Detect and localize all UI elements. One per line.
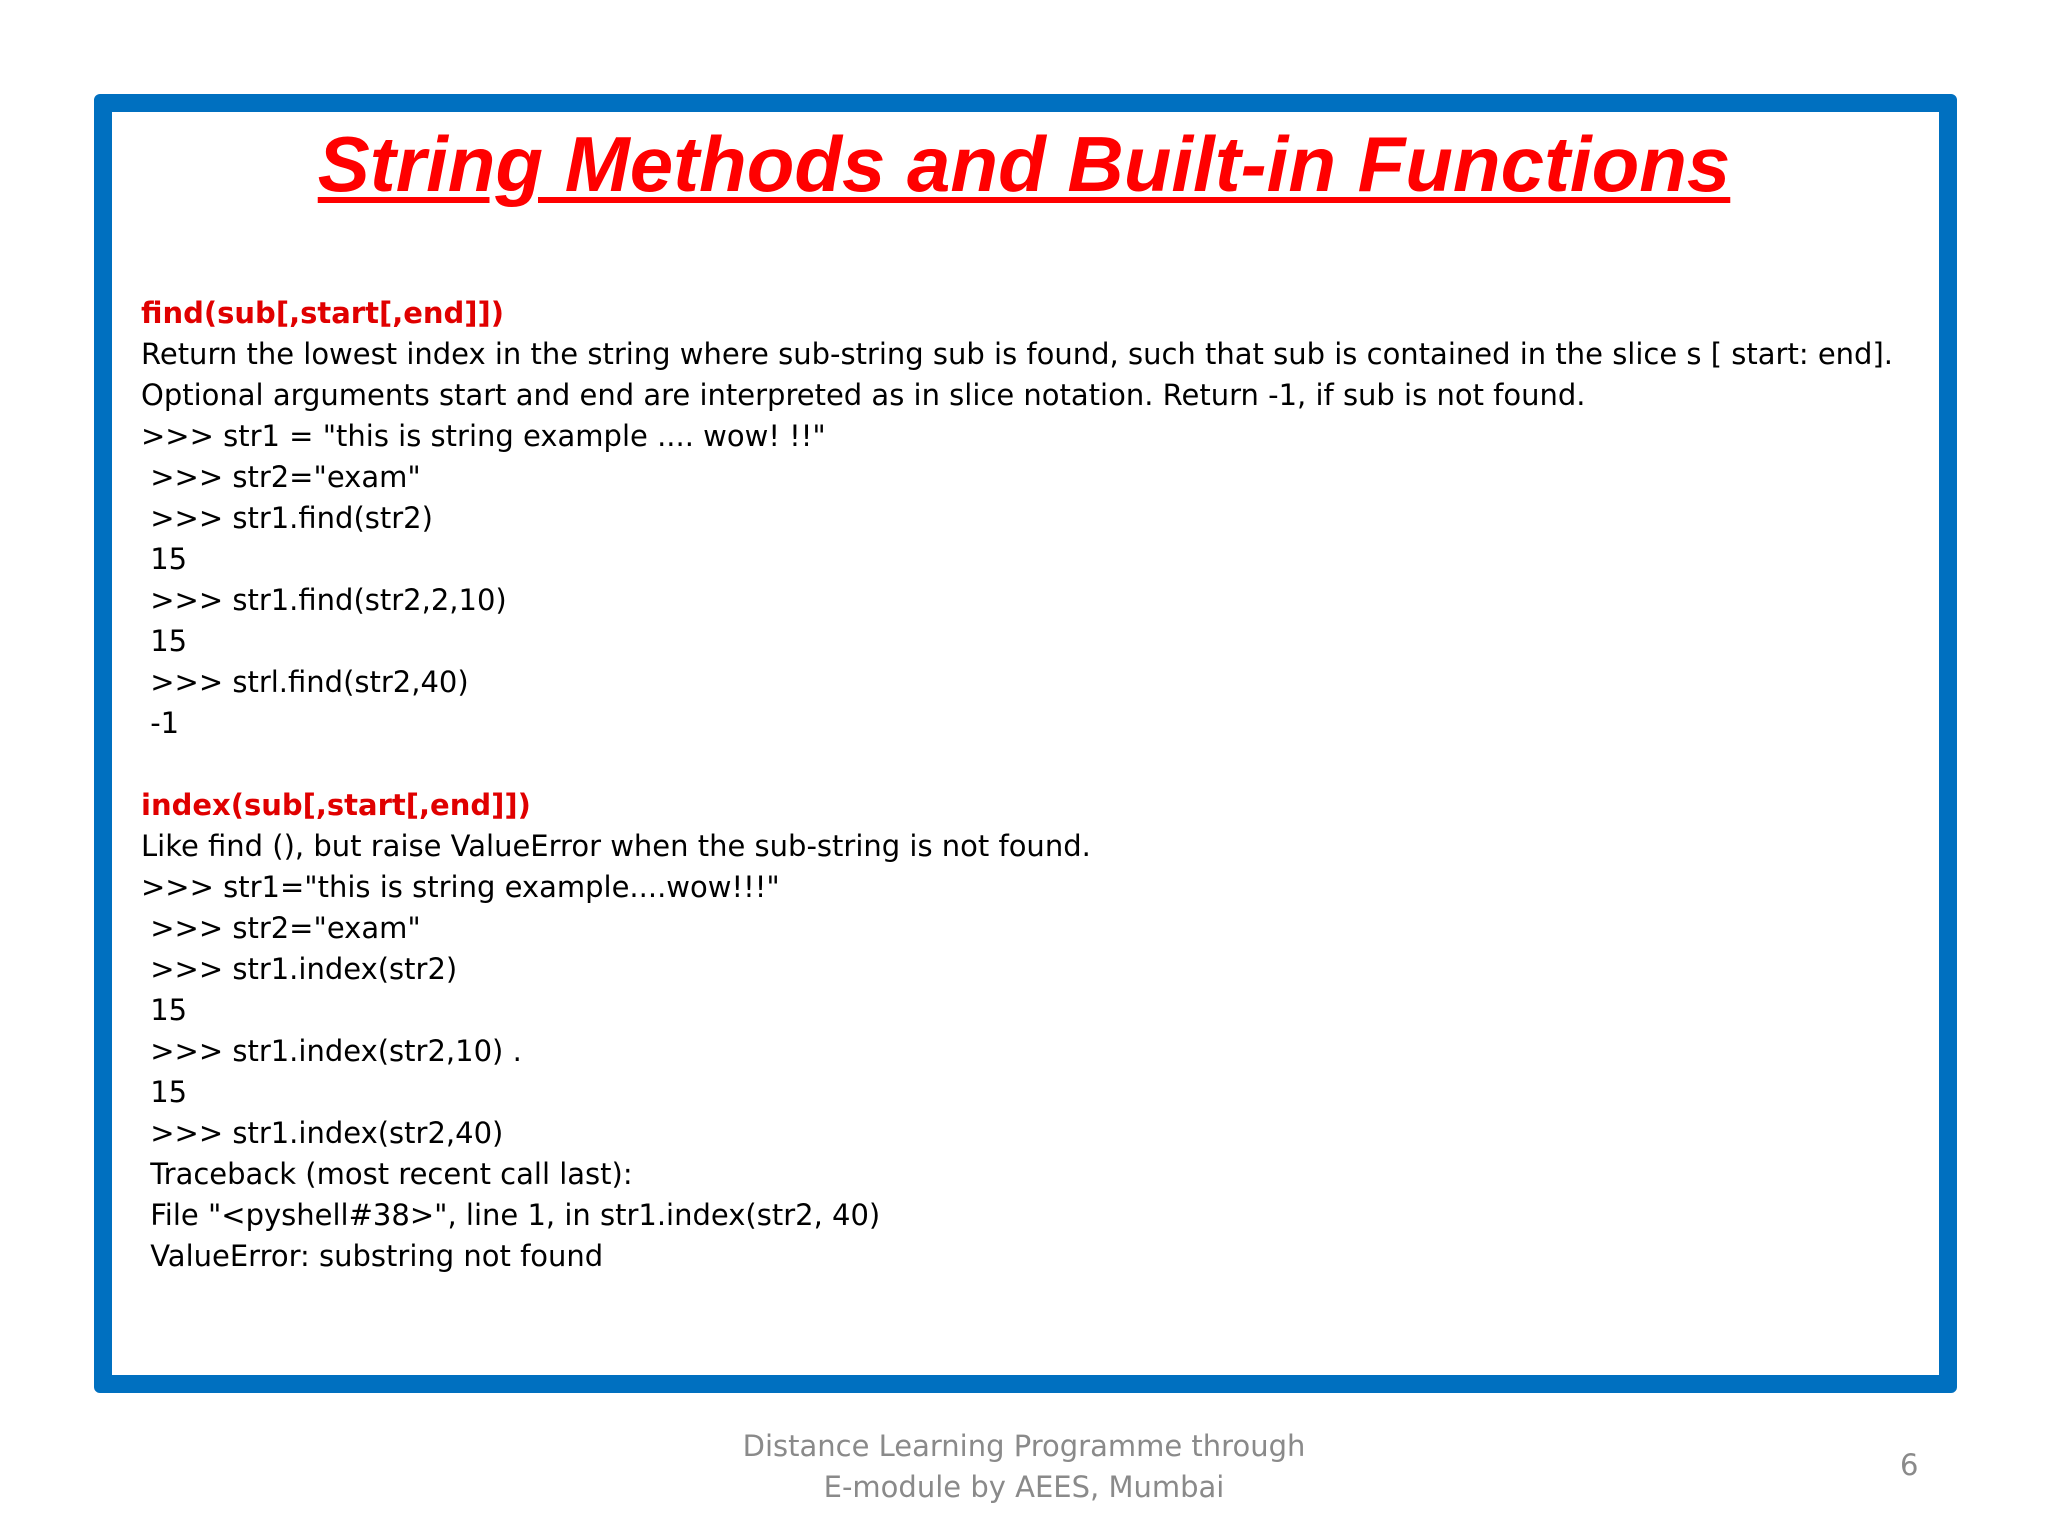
find-code-line: 15 <box>141 542 188 576</box>
find-code-line: >>> str1 = "this is string example .... wow! !!" <box>141 419 826 453</box>
index-code-line: >>> str1.index(str2,40) <box>141 1116 504 1150</box>
index-code-line: File "<pyshell#38>", line 1, in str1.index(str2, 40) <box>141 1198 881 1232</box>
page-number: 6 <box>1900 1448 1919 1482</box>
index-heading: index(sub[,start[,end]]) <box>141 788 531 822</box>
footer-line-1: Distance Learning Programme through <box>742 1429 1306 1463</box>
index-description: Like find (), but raise ValueError when the sub-string is not found. <box>141 829 1091 863</box>
find-code-line: >>> strl.find(str2,40) <box>141 665 469 699</box>
find-heading: find(sub[,start[,end]]) <box>141 296 505 330</box>
index-code-line: ValueError: substring not found <box>141 1239 604 1273</box>
slide-title: String Methods and Built-in Functions <box>317 120 1731 208</box>
section-spacer <box>141 744 1921 785</box>
find-code-line: >>> str2="exam" <box>141 460 421 494</box>
find-code-line: 15 <box>141 624 188 658</box>
find-code-line: >>> str1.find(str2) <box>141 501 433 535</box>
index-code-line: >>> str1="this is string example....wow!!!" <box>141 870 780 904</box>
footer-line-2: E-module by AEES, Mumbai <box>823 1470 1225 1504</box>
footer <box>0 1426 2048 1508</box>
index-code-line: Traceback (most recent call last): <box>141 1157 633 1191</box>
find-description-2: Optional arguments start and end are interpreted as in slice notation. Return -1, if sub is not found. <box>141 378 1586 412</box>
find-code-line: -1 <box>141 706 180 740</box>
find-description-1: Return the lowest index in the string where sub-string sub is found, such that sub is contained in the slice s [ start: end]. <box>141 337 1893 371</box>
index-code-line: 15 <box>141 993 188 1027</box>
index-code-line: >>> str1.index(str2) <box>141 952 458 986</box>
index-code-line: 15 <box>141 1075 188 1109</box>
index-code-line: >>> str2="exam" <box>141 911 421 945</box>
index-code-line: >>> str1.index(str2,10) . <box>141 1034 522 1068</box>
find-code-line: >>> str1.find(str2,2,10) <box>141 583 507 617</box>
slide-content <box>141 293 1921 1277</box>
